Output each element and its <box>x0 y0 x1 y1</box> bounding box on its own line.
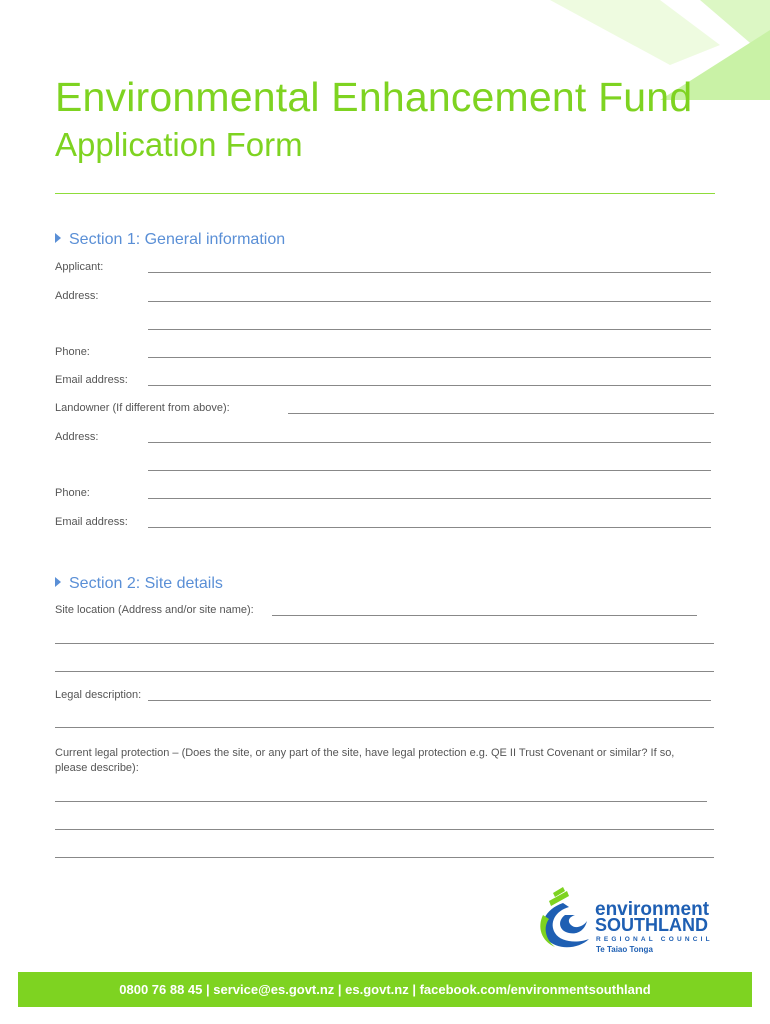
legal-description-field-line-2[interactable] <box>55 727 714 728</box>
email-label: Email address: <box>55 374 128 386</box>
applicant-field[interactable] <box>148 272 711 273</box>
landowner-phone-label: Phone: <box>55 487 90 499</box>
phone-field[interactable] <box>148 357 711 358</box>
landowner-phone-field[interactable] <box>148 498 711 499</box>
applicant-label: Applicant: <box>55 261 104 273</box>
section-arrow-icon <box>55 233 61 243</box>
legal-protection-field-line-3[interactable] <box>55 857 714 858</box>
title-divider <box>55 193 715 194</box>
site-location-label: Site location (Address and/or site name): <box>55 604 254 616</box>
address-field-line-2[interactable] <box>148 329 711 330</box>
section-arrow-icon <box>55 577 61 587</box>
legal-protection-field-line-2[interactable] <box>55 829 714 830</box>
page-title: Environmental Enhancement Fund <box>55 74 693 120</box>
landowner-address-label: Address: <box>55 431 99 443</box>
landowner-field[interactable] <box>288 413 714 414</box>
legal-protection-label-2: please describe): <box>55 762 139 774</box>
phone-label: Phone: <box>55 346 90 358</box>
footer-bar <box>18 972 752 1007</box>
logo-line3: REGIONAL COUNCIL <box>596 936 713 943</box>
landowner-address-field-line-1[interactable] <box>148 442 711 443</box>
legal-protection-label: Current legal protection – (Does the site, or any part of the site, have legal protection e.g. QE II Trust Covenant or similar? If so, <box>55 747 675 759</box>
page-subtitle: Application Form <box>55 126 303 163</box>
environment-southland-logo <box>535 885 720 955</box>
legal-protection-field-line-1[interactable] <box>55 801 707 802</box>
section2-heading: Section 2: Site details <box>55 575 223 593</box>
logo-line1: environment <box>595 899 710 920</box>
legal-description-label: Legal description: <box>55 689 142 701</box>
landowner-email-field[interactable] <box>148 527 711 528</box>
landowner-label: Landowner (If different from above): <box>55 402 230 414</box>
section1-heading: Section 1: General information <box>55 231 285 249</box>
site-location-field-line-2[interactable] <box>55 643 714 644</box>
site-location-field-line-3[interactable] <box>55 671 714 672</box>
landowner-email-label: Email address: <box>55 516 128 528</box>
site-location-field[interactable] <box>272 615 697 616</box>
address-label: Address: <box>55 290 99 302</box>
logo-line4: Te Taiao Tonga <box>596 945 653 954</box>
logo-mark-icon <box>535 885 720 955</box>
email-field[interactable] <box>148 385 711 386</box>
footer-contact: 0800 76 88 45 | service@es.govt.nz | es.govt.nz | facebook.com/environmentsouthland <box>119 982 651 997</box>
logo-line2: SOUTHLAND <box>595 915 708 935</box>
landowner-address-field-line-2[interactable] <box>148 470 711 471</box>
address-field-line-1[interactable] <box>148 301 711 302</box>
legal-description-field[interactable] <box>148 700 711 701</box>
